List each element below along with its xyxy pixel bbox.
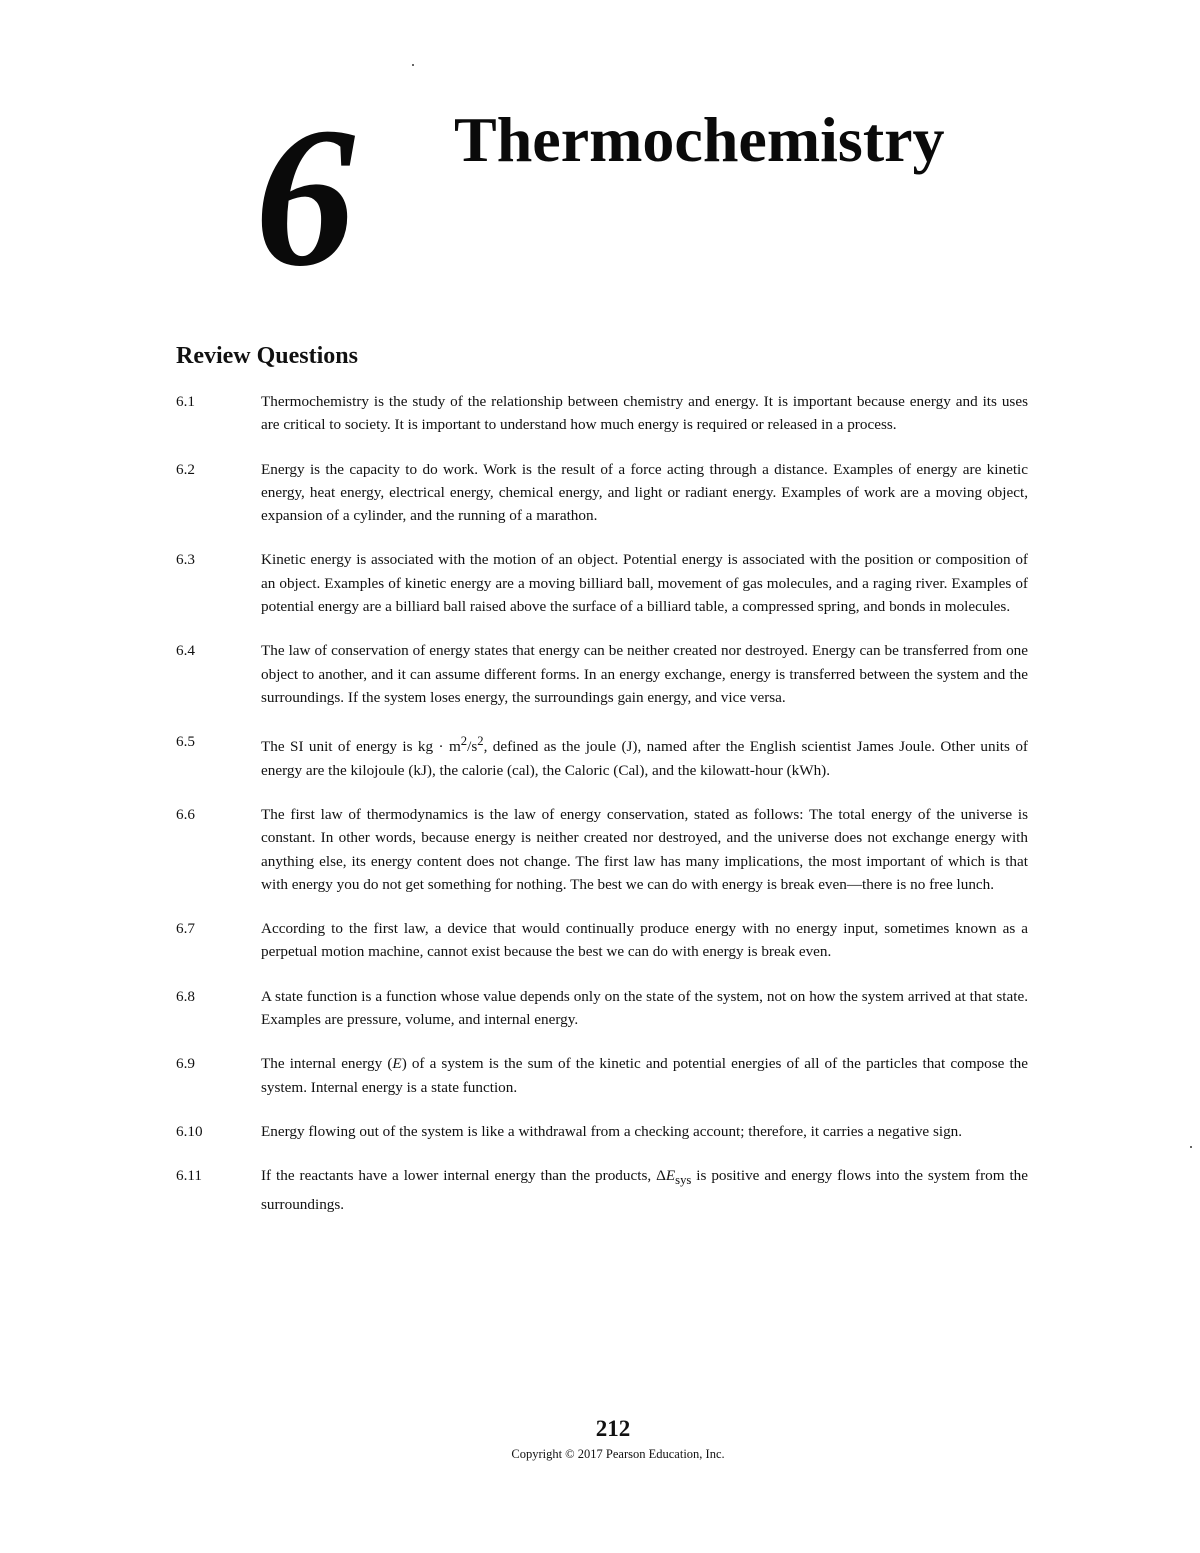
italic-symbol: E: [392, 1055, 402, 1073]
chapter-number: 6: [255, 87, 355, 308]
question-number: 6.6: [176, 805, 195, 823]
question-text: Energy is the capacity to do work. Work is the result of a force acting through a distance. Examples of energy are kinetic energy, heat energy, electrical energy, chemical energy, and light or radiant energy. Examples of work are a moving object, expansion of a cylinder, and the running of a marathon.: [261, 460, 1028, 525]
subscript: sys: [675, 1173, 692, 1188]
copyright-notice: Copyright © 2017 Pearson Education, Inc.: [511, 1447, 725, 1461]
superscript: 2: [460, 734, 468, 749]
question-item: [176, 803, 1028, 896]
question-item: [176, 390, 1028, 437]
question-item: [176, 1052, 1028, 1099]
question-text: Kinetic energy is associated with the motion of an object. Potential energy is associated with the position or composition of an object. Examples of kinetic energy are a moving billiard ball, movement of gas molecules, and a raging river. Examples of potential energy are a billiard ball raised above the surface of a billiard table, a compressed spring, and bonds in molecules.: [261, 551, 1028, 616]
text-segment: /s: [467, 738, 478, 756]
question-item: [176, 730, 1028, 782]
page-number: 212: [595, 1416, 631, 1441]
text-segment: , defined as the joule (J), named after the English scientist James Joule. Other units of energy are the kilojoule (kJ), the calorie (cal), the Caloric (Cal), and the kilowatt-hour (kWh).: [261, 738, 1028, 779]
question-number: 6.8: [176, 987, 195, 1005]
question-text: Thermochemistry is the study of the relationship between chemistry and energy. It is important because energy and its uses are critical to society. It is important to understand how much energy is required or released in a process.: [261, 393, 1028, 434]
question-number: 6.11: [176, 1167, 203, 1185]
question-item: [176, 917, 1028, 964]
superscript: 2: [477, 734, 484, 749]
question-text: According to the first law, a device that would continually produce energy with no energy input, sometimes known as a perpetual motion machine, cannot exist because the best we can do with energy is break even.: [261, 920, 1028, 961]
text-segment: The internal energy (: [261, 1055, 393, 1073]
question-number: 6.9: [176, 1055, 195, 1073]
question-item: [176, 639, 1028, 709]
question-item: [176, 985, 1028, 1032]
question-number: 6.3: [176, 551, 195, 569]
chapter-title: Thermochemistry: [454, 104, 945, 175]
text-segment: is positive and energy flows into the system from the surroundings.: [261, 1167, 1029, 1213]
review-questions-list: [176, 390, 1028, 1237]
text-segment: If the reactants have a lower internal energy than the products, Δ: [261, 1167, 666, 1185]
question-item: [176, 458, 1028, 528]
question-item: [176, 1120, 1028, 1143]
question-text: [261, 1164, 1028, 1216]
question-text: The first law of thermodynamics is the law of energy conservation, stated as follows: The total energy of the universe is constant. In other words, because energy is neither created nor destroyed, and the universe does not exchange energy with anything else, its energy content does not change. The first law has many implications, the most important of which is that with energy you do not get something for nothing. The best we can do with energy is break even—there is no free lunch.: [261, 805, 1028, 893]
text-segment: The SI unit of energy is kg · m: [261, 738, 461, 756]
question-text: [261, 1052, 1028, 1099]
section-heading: Review Questions: [176, 343, 358, 369]
question-item: [176, 1164, 1028, 1216]
question-number: 6.10: [176, 1122, 203, 1140]
italic-symbol: E: [665, 1167, 676, 1185]
text-segment: ) of a system is the sum of the kinetic and potential energies of all of the particles that compose the system. Internal energy is a state function.: [261, 1055, 1028, 1096]
question-number: 6.2: [176, 460, 195, 478]
question-text: Energy flowing out of the system is like a withdrawal from a checking account; therefore, it carries a negative sign.: [261, 1122, 963, 1140]
question-number: 6.1: [176, 393, 195, 410]
question-number: 6.7: [176, 920, 195, 938]
question-text: The law of conservation of energy states that energy can be neither created nor destroyed. Energy can be transferred from one object to another, and it can assume different forms. In an energy exchange, energy is transferred between the system and the surroundings. If the system loses energy, the surroundings gain energy, and vice versa.: [261, 642, 1028, 706]
question-number: 6.4: [176, 642, 195, 660]
scan-speck: [1190, 1146, 1192, 1148]
question-item: [176, 548, 1028, 618]
question-text: A state function is a function whose value depends only on the state of the system, not on how the system arrived at that state. Examples are pressure, volume, and internal energy.: [261, 987, 1028, 1028]
scan-speck: [412, 64, 414, 66]
question-number: 6.5: [176, 733, 195, 751]
question-text: [261, 730, 1028, 782]
